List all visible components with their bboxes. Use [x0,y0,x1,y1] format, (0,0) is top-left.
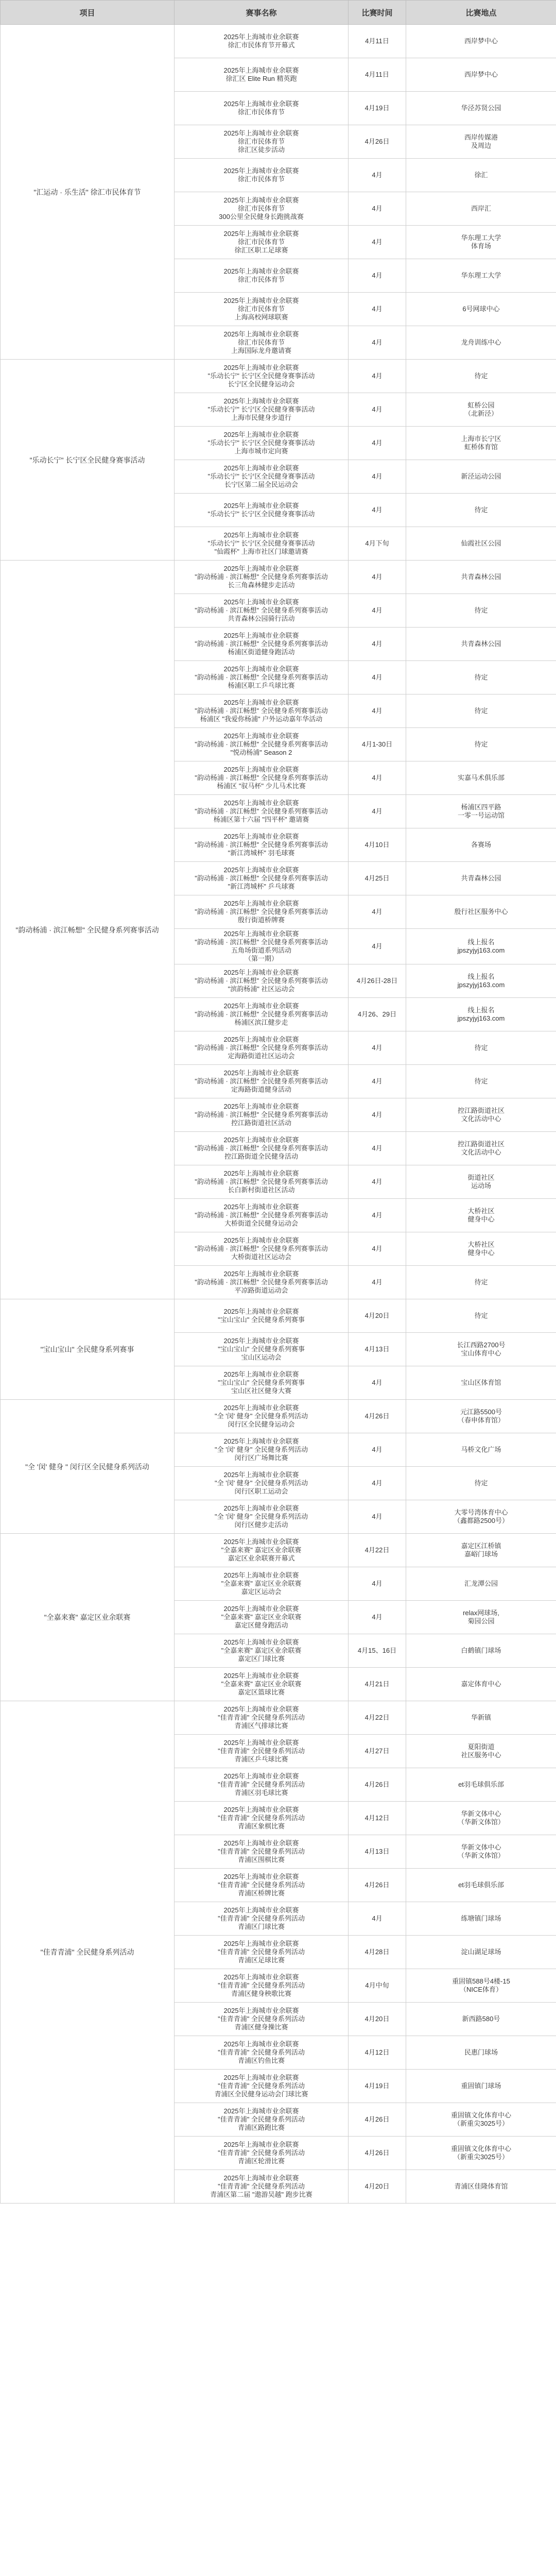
time-cell: 4月 [349,159,406,192]
place-cell: 待定 [406,728,556,761]
time-cell: 4月 [349,661,406,694]
time-cell: 4月26、29日 [349,998,406,1031]
time-cell: 4月 [349,694,406,728]
time-cell: 4月12日 [349,1802,406,1835]
event-cell: 2025年上海城市业余联赛 "乐动长宁" 长宁区全民健身赛事活动 "仙霞杯" 上海市社区门球邀请赛 [175,527,349,561]
event-cell: 2025年上海城市业余联赛 "韵动杨浦 · 滨江畅想" 全民健身系列赛事活动 "新江湾城杯" 羽毛球赛 [175,828,349,862]
event-cell: 2025年上海城市业余联赛 "乐动长宁" 长宁区全民健身赛事活动 长宁区全民健身运动会 [175,360,349,393]
time-cell: 4月 [349,259,406,293]
time-cell: 4月 [349,1902,406,1936]
place-cell: 各赛场 [406,828,556,862]
header-event: 赛事名称 [175,1,349,25]
time-cell: 4月 [349,1366,406,1400]
place-cell: 待定 [406,360,556,393]
event-cell: 2025年上海城市业余联赛 "全嘉来赛" 嘉定区业余联赛 嘉定区健身跑活动 [175,1601,349,1634]
time-cell: 4月 [349,1065,406,1098]
time-cell: 4月 [349,1567,406,1601]
time-cell: 4月28日 [349,1936,406,1969]
time-cell: 4月 [349,795,406,828]
event-cell: 2025年上海城市业余联赛 "全 '闵' 健身" 全民健身系列活动 闵行区全民健身运动会 [175,1400,349,1433]
event-cell: 2025年上海城市业余联赛 "佳青青浦" 全民健身系列活动 青浦区钓鱼比赛 [175,2036,349,2070]
place-cell: 夏阳街道 社区服务中心 [406,1735,556,1768]
event-cell: 2025年上海城市业余联赛 "韵动杨浦 · 滨江畅想" 全民健身系列赛事活动 大桥街道全民健身运动会 [175,1199,349,1232]
place-cell: 街道社区 运动场 [406,1165,556,1199]
place-cell: 控江路街道社区 文化活动中心 [406,1098,556,1132]
place-cell: 宝山区体育馆 [406,1366,556,1400]
place-cell: et羽毛球俱乐部 [406,1869,556,1902]
event-cell: 2025年上海城市业余联赛 "宝山宝山" 全民健身系列赛事 宝山区运动会 [175,1333,349,1366]
event-cell: 2025年上海城市业余联赛 "韵动杨浦 · 滨江畅想" 全民健身系列赛事活动 大桥街道社区运动会 [175,1232,349,1266]
place-cell: 重固镇门球场 [406,2070,556,2103]
place-cell: 大桥社区 健身中心 [406,1199,556,1232]
place-cell: 华泾苏贤公园 [406,92,556,125]
event-cell: 2025年上海城市业余联赛 "佳青青浦" 全民健身系列活动 青浦区足球比赛 [175,1936,349,1969]
place-cell: 练塘镇门球场 [406,1902,556,1936]
place-cell: 西岸传媒港 及周边 [406,125,556,159]
place-cell: 共青森林公园 [406,561,556,594]
event-cell: 2025年上海城市业余联赛 "韵动杨浦 · 滨江畅想" 全民健身系列赛事活动 长白新村街道社区活动 [175,1165,349,1199]
event-cell: 2025年上海城市业余联赛 "佳青青浦" 全民健身系列活动 青浦区第二届 "遨游吴越" 跑步比赛 [175,2170,349,2204]
event-cell: 2025年上海城市业余联赛 "韵动杨浦 · 滨江畅想" 全民健身系列赛事活动 "滨韵杨浦" 社区运动会 [175,964,349,998]
time-cell: 4月 [349,427,406,460]
event-cell: 2025年上海城市业余联赛 "佳青青浦" 全民健身系列活动 青浦区健身秧歌比赛 [175,1969,349,2003]
event-cell: 2025年上海城市业余联赛 徐汇市民体育节 徐汇区徒步活动 [175,125,349,159]
event-cell: 2025年上海城市业余联赛 "韵动杨浦 · 滨江畅想" 全民健身系列赛事活动 共青森林公园骑行活动 [175,594,349,628]
place-cell: 待定 [406,661,556,694]
time-cell: 4月26日 [349,125,406,159]
event-cell: 2025年上海城市业余联赛 "宝山宝山" 全民健身系列赛事 [175,1299,349,1333]
event-cell: 2025年上海城市业余联赛 徐汇市民体育节 [175,92,349,125]
time-cell: 4月 [349,895,406,929]
time-cell: 4月26日 [349,2103,406,2137]
event-cell: 2025年上海城市业余联赛 "全 '闵' 健身" 全民健身系列活动 闵行区健步走活动 [175,1500,349,1534]
event-cell: 2025年上海城市业余联赛 "佳青青浦" 全民健身系列活动 青浦区围棋比赛 [175,1835,349,1869]
event-cell: 2025年上海城市业余联赛 徐汇区 Elite Run 精英跑 [175,58,349,92]
place-cell: 新泾运动公园 [406,460,556,494]
place-cell: 西岸梦中心 [406,58,556,92]
place-cell: 嘉定体育中心 [406,1668,556,1701]
place-cell: 实嘉马术俱乐部 [406,761,556,795]
event-cell: 2025年上海城市业余联赛 徐汇市民体育节 [175,259,349,293]
time-cell: 4月 [349,1266,406,1299]
place-cell: 共青森林公园 [406,628,556,661]
time-cell: 4月26日 [349,1768,406,1802]
header-project: 项目 [1,1,175,25]
place-cell: 华新镇 [406,1701,556,1735]
place-cell: 待定 [406,1266,556,1299]
time-cell: 4月 [349,494,406,527]
time-cell: 4月 [349,293,406,326]
event-cell: 2025年上海城市业余联赛 徐汇市民体育节 [175,159,349,192]
event-cell: 2025年上海城市业余联赛 "韵动杨浦 · 滨江畅想" 全民健身系列赛事活动 控江路街道全民健身活动 [175,1132,349,1165]
time-cell: 4月 [349,561,406,594]
place-cell: 重固镇588号4楼-15 （NICE体育） [406,1969,556,2003]
time-cell: 4月 [349,1165,406,1199]
place-cell: 汇龙潭公园 [406,1567,556,1601]
time-cell: 4月13日 [349,1835,406,1869]
event-cell: 2025年上海城市业余联赛 "全 '闵' 健身" 全民健身系列活动 闵行区广场舞比赛 [175,1433,349,1467]
time-cell: 4月25日 [349,862,406,895]
time-cell: 4月15、16日 [349,1634,406,1668]
event-cell: 2025年上海城市业余联赛 "佳青青浦" 全民健身系列活动 青浦区乒乓球比赛 [175,1735,349,1768]
event-cell: 2025年上海城市业余联赛 "韵动杨浦 · 滨江畅想" 全民健身系列赛事活动 五角场街道系列活动 （第一期） [175,929,349,964]
event-cell: 2025年上海城市业余联赛 "宝山宝山" 全民健身系列赛事 宝山区社区健身大赛 [175,1366,349,1400]
event-cell: 2025年上海城市业余联赛 "韵动杨浦 · 滨江畅想" 全民健身系列赛事活动 杨浦区第十六届 "四平杯" 邀请赛 [175,795,349,828]
event-cell: 2025年上海城市业余联赛 徐汇市民体育节开幕式 [175,25,349,58]
place-cell: 待定 [406,1065,556,1098]
event-cell: 2025年上海城市业余联赛 徐汇市民体育节 上海高校网球联赛 [175,293,349,326]
time-cell: 4月20日 [349,2170,406,2204]
place-cell: 龙舟训练中心 [406,326,556,360]
time-cell: 4月1-30日 [349,728,406,761]
time-cell: 4月22日 [349,1534,406,1567]
time-cell: 4月10日 [349,828,406,862]
event-cell: 2025年上海城市业余联赛 "乐动长宁" 长宁区全民健身赛事活动 上海市城市定向赛 [175,427,349,460]
place-cell: 元江路5500号 （春申体育馆） [406,1400,556,1433]
time-cell: 4月21日 [349,1668,406,1701]
table-row [1,360,556,393]
time-cell: 4月 [349,1500,406,1534]
table-row [1,1701,556,1735]
event-cell: 2025年上海城市业余联赛 "佳青青浦" 全民健身系列活动 青浦区健身操比赛 [175,2003,349,2036]
time-cell: 4月 [349,1031,406,1065]
place-cell: 殷行社区服务中心 [406,895,556,929]
time-cell: 4月 [349,1232,406,1266]
time-cell: 4月 [349,326,406,360]
time-cell: 4月26日 [349,1400,406,1433]
event-cell: 2025年上海城市业余联赛 徐汇市民体育节 上海国际龙舟邀请赛 [175,326,349,360]
table-body [1,25,556,2204]
event-cell: 2025年上海城市业余联赛 "佳青青浦" 全民健身系列活动 青浦区路跑比赛 [175,2103,349,2137]
time-cell: 4月 [349,761,406,795]
project-group-cell: "汇运动 · 乐生活" 徐汇市民体育节 [1,25,175,360]
event-cell: 2025年上海城市业余联赛 "乐动长宁" 长宁区全民健身赛事活动 长宁区第二届全民运动会 [175,460,349,494]
place-cell: 虹桥公园 （北新泾） [406,393,556,427]
time-cell: 4月 [349,929,406,964]
event-cell: 2025年上海城市业余联赛 "乐动长宁" 长宁区全民健身赛事活动 [175,494,349,527]
place-cell: 徐汇 [406,159,556,192]
table-row [1,1534,556,1567]
event-cell: 2025年上海城市业余联赛 "佳青青浦" 全民健身系列活动 青浦区桥牌比赛 [175,1869,349,1902]
event-cell: 2025年上海城市业余联赛 "韵动杨浦 · 滨江畅想" 全民健身系列赛事活动 杨浦区街道健身跑活动 [175,628,349,661]
place-cell: 待定 [406,1467,556,1500]
place-cell: 上海市长宁区 虹桥体育馆 [406,427,556,460]
time-cell: 4月 [349,1132,406,1165]
event-cell: 2025年上海城市业余联赛 "佳青青浦" 全民健身系列活动 青浦区气排球比赛 [175,1701,349,1735]
time-cell: 4月 [349,628,406,661]
table-row [1,1299,556,1333]
project-group-cell: "全 '闵' 健身 " 闵行区全民健身系列活动 [1,1400,175,1534]
event-cell: 2025年上海城市业余联赛 "韵动杨浦 · 滨江畅想" 全民健身系列赛事活动 定海路街道社区运动会 [175,1031,349,1065]
event-cell: 2025年上海城市业余联赛 "韵动杨浦 · 滨江畅想" 全民健身系列赛事活动 定海路街道健身活动 [175,1065,349,1098]
place-cell: 大零号湾体育中心 （鑫都路2500号） [406,1500,556,1534]
time-cell: 4月 [349,460,406,494]
place-cell: 嘉定区江桥镇 嘉峪门球场 [406,1534,556,1567]
time-cell: 4月19日 [349,2070,406,2103]
time-cell: 4月26日-28日 [349,964,406,998]
time-cell: 4月26日 [349,1869,406,1902]
project-group-cell: "全嘉来赛" 嘉定区业余联赛 [1,1534,175,1701]
event-cell: 2025年上海城市业余联赛 "全嘉来赛" 嘉定区业余联赛 嘉定区业余联赛开幕式 [175,1534,349,1567]
time-cell: 4月26日 [349,2137,406,2170]
place-cell: relax网球场, 菊园公园 [406,1601,556,1634]
place-cell: 华东理工大学 [406,259,556,293]
event-cell: 2025年上海城市业余联赛 "全嘉来赛" 嘉定区业余联赛 嘉定区运动会 [175,1567,349,1601]
table-row [1,561,556,594]
place-cell: 青浦区佳隆体育馆 [406,2170,556,2204]
time-cell: 4月20日 [349,1299,406,1333]
place-cell: 待定 [406,494,556,527]
place-cell: 线上报名 jpszyjyj163.com [406,998,556,1031]
project-group-cell: "韵动杨浦 · 滨江畅想" 全民健身系列赛事活动 [1,561,175,1299]
table-row [1,1400,556,1433]
place-cell: 线上报名 jpszyjyj163.com [406,964,556,998]
time-cell: 4月 [349,360,406,393]
place-cell: 民惠门球场 [406,2036,556,2070]
time-cell: 4月 [349,1467,406,1500]
place-cell: 控江路街道社区 文化活动中心 [406,1132,556,1165]
event-cell: 2025年上海城市业余联赛 "韵动杨浦 · 滨江畅想" 全民健身系列赛事活动 杨浦区 "驭马杯" 少儿马术比赛 [175,761,349,795]
time-cell: 4月19日 [349,92,406,125]
time-cell: 4月 [349,192,406,226]
place-cell: 淀山湖足球场 [406,1936,556,1969]
time-cell: 4月11日 [349,25,406,58]
time-cell: 4月13日 [349,1333,406,1366]
place-cell: 华东理工大学 体育场 [406,226,556,259]
event-cell: 2025年上海城市业余联赛 "韵动杨浦 · 滨江畅想" 全民健身系列赛事活动 控江路街道社区活动 [175,1098,349,1132]
event-cell: 2025年上海城市业余联赛 "佳青青浦" 全民健身系列活动 青浦区门球比赛 [175,1902,349,1936]
place-cell: 重固镇文化体育中心 （新重尖3025号） [406,2137,556,2170]
place-cell: 新西路580号 [406,2003,556,2036]
project-group-cell: "宝山宝山" 全民健身系列赛事 [1,1299,175,1400]
event-cell: 2025年上海城市业余联赛 "韵动杨浦 · 滨江畅想" 全民健身系列赛事活动 "悦动杨浦" Season 2 [175,728,349,761]
project-group-cell: "乐动长宁" 长宁区全民健身赛事活动 [1,360,175,561]
place-cell: 线上报名 jpszyjyj163.com [406,929,556,964]
place-cell: 杨浦区四平路 一零一号运动馆 [406,795,556,828]
time-cell: 4月22日 [349,1701,406,1735]
place-cell: 西岸梦中心 [406,25,556,58]
place-cell: 待定 [406,1299,556,1333]
event-cell: 2025年上海城市业余联赛 "韵动杨浦 · 滨江畅想" 全民健身系列赛事活动 杨浦区滨江健步走 [175,998,349,1031]
time-cell: 4月 [349,393,406,427]
event-cell: 2025年上海城市业余联赛 "佳青青浦" 全民健身系列活动 青浦区全民健身运动会门球比赛 [175,2070,349,2103]
event-cell: 2025年上海城市业余联赛 "乐动长宁" 长宁区全民健身赛事活动 上海市民健身步道行 [175,393,349,427]
place-cell: 西岸汇 [406,192,556,226]
time-cell: 4月下旬 [349,527,406,561]
place-cell: 6号网球中心 [406,293,556,326]
time-cell: 4月 [349,226,406,259]
place-cell: 待定 [406,1031,556,1065]
place-cell: 华新文体中心 （华新文体馆） [406,1835,556,1869]
place-cell: 重固镇文化体育中心 （新重尖3025号） [406,2103,556,2137]
event-cell: 2025年上海城市业余联赛 "佳青青浦" 全民健身系列活动 青浦区羽毛球比赛 [175,1768,349,1802]
place-cell: et羽毛球俱乐部 [406,1768,556,1802]
time-cell: 4月20日 [349,2003,406,2036]
event-cell: 2025年上海城市业余联赛 "韵动杨浦 · 滨江畅想" 全民健身系列赛事活动 "新江湾城杯" 乒乓球赛 [175,862,349,895]
event-cell: 2025年上海城市业余联赛 "佳青青浦" 全民健身系列活动 青浦区轮滑比赛 [175,2137,349,2170]
place-cell: 共青森林公园 [406,862,556,895]
place-cell: 仙霞社区公园 [406,527,556,561]
time-cell: 4月 [349,1199,406,1232]
table-header-row [1,1,556,25]
project-group-cell: "佳青青浦" 全民健身系列活动 [1,1701,175,2204]
event-cell: 2025年上海城市业余联赛 "韵动杨浦 · 滨江畅想" 全民健身系列赛事活动 杨浦区 "我爱你杨浦" 户外运动嘉年华活动 [175,694,349,728]
time-cell: 4月 [349,1433,406,1467]
event-cell: 2025年上海城市业余联赛 "佳青青浦" 全民健身系列活动 青浦区象棋比赛 [175,1802,349,1835]
event-cell: 2025年上海城市业余联赛 "韵动杨浦 · 滨江畅想" 全民健身系列赛事活动 杨浦区职工乒乓球比赛 [175,661,349,694]
event-cell: 2025年上海城市业余联赛 徐汇市民体育节 300公里全民健身长跑挑战赛 [175,192,349,226]
event-cell: 2025年上海城市业余联赛 "全嘉来赛" 嘉定区业余联赛 嘉定区门球比赛 [175,1634,349,1668]
event-cell: 2025年上海城市业余联赛 "韵动杨浦 · 滨江畅想" 全民健身系列赛事活动 殷行街道桥牌赛 [175,895,349,929]
place-cell: 大桥社区 健身中心 [406,1232,556,1266]
event-cell: 2025年上海城市业余联赛 徐汇市民体育节 徐汇区职工足球赛 [175,226,349,259]
time-cell: 4月12日 [349,2036,406,2070]
header-place: 比赛地点 [406,1,556,25]
place-cell: 待定 [406,594,556,628]
time-cell: 4月 [349,1098,406,1132]
place-cell: 马桥文化广场 [406,1433,556,1467]
time-cell: 4月 [349,1601,406,1634]
event-cell: 2025年上海城市业余联赛 "韵动杨浦 · 滨江畅想" 全民健身系列赛事活动 平凉路街道运动会 [175,1266,349,1299]
event-cell: 2025年上海城市业余联赛 "全嘉来赛" 嘉定区业余联赛 嘉定区篮球比赛 [175,1668,349,1701]
time-cell: 4月11日 [349,58,406,92]
time-cell: 4月中旬 [349,1969,406,2003]
place-cell: 待定 [406,694,556,728]
place-cell: 白鹤镇门球场 [406,1634,556,1668]
place-cell: 华新文体中心 （华新文体馆） [406,1802,556,1835]
time-cell: 4月27日 [349,1735,406,1768]
event-cell: 2025年上海城市业余联赛 "韵动杨浦 · 滨江畅想" 全民健身系列赛事活动 长三角森林健步走活动 [175,561,349,594]
time-cell: 4月 [349,594,406,628]
event-cell: 2025年上海城市业余联赛 "全 '闵' 健身" 全民健身系列活动 闵行区职工运动会 [175,1467,349,1500]
header-time: 比赛时间 [349,1,406,25]
table-row [1,25,556,58]
place-cell: 长江西路2700号 宝山体育中心 [406,1333,556,1366]
